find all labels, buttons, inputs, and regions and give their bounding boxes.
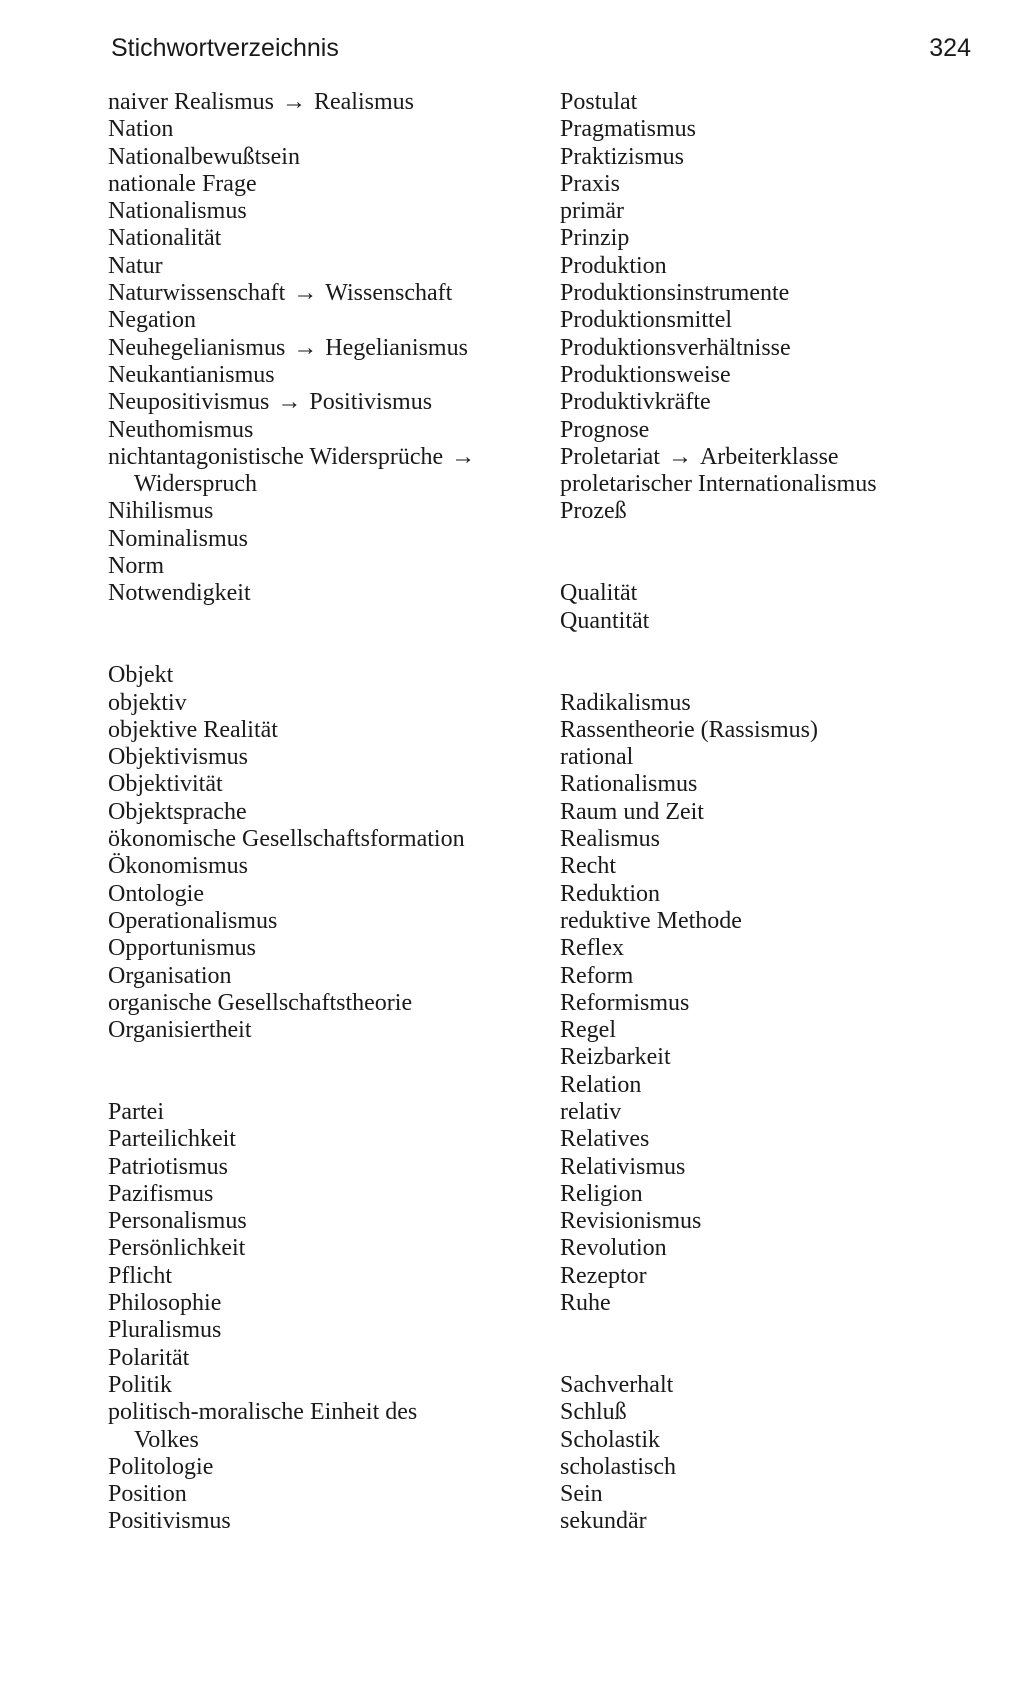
index-term: Organisation (108, 962, 232, 989)
index-term: sekundär (560, 1508, 647, 1535)
index-entry (560, 1072, 1000, 1099)
index-term: Persönlichkeit (108, 1235, 246, 1262)
index-entry (560, 608, 1000, 635)
index-term: Rezeptor (560, 1262, 647, 1289)
index-term: Organisiertheit (108, 1017, 252, 1044)
index-term: Widerspruch (134, 471, 257, 498)
index-entry (108, 853, 548, 880)
index-column-left (108, 89, 548, 1536)
index-term: Positivismus (108, 1508, 231, 1535)
letter-group-gap (560, 1345, 1000, 1372)
index-entry (560, 1481, 1000, 1508)
index-entry (108, 990, 548, 1017)
letter-group-gap (108, 635, 548, 662)
index-term: rational (560, 744, 634, 771)
index-entry (560, 744, 1000, 771)
index-term: Schluß (560, 1399, 627, 1426)
index-term: Parteilichkeit (108, 1126, 236, 1153)
cross-reference: Arbeiterklasse (699, 443, 839, 470)
section-title: Stichwortverzeichnis (111, 33, 339, 62)
index-term: naiver Realismus (108, 89, 274, 115)
index-entry (108, 963, 548, 990)
index-term: Regel (560, 1017, 616, 1044)
index-entry (108, 1508, 548, 1535)
index-term: Reform (560, 962, 634, 989)
index-entry (560, 417, 1000, 444)
index-entry (560, 1208, 1000, 1235)
index-entry (108, 335, 548, 362)
index-entry (560, 335, 1000, 362)
index-term: Qualität (560, 580, 638, 607)
index-entry (108, 307, 548, 334)
index-entry (560, 89, 1000, 116)
index-term: Relatives (560, 1126, 650, 1153)
index-entry (108, 799, 548, 826)
index-term: Position (108, 1481, 187, 1508)
index-entry (108, 225, 548, 252)
index-term: Relation (560, 1071, 642, 1098)
index-term: Objektsprache (108, 798, 247, 825)
index-column-right (560, 89, 1000, 1536)
index-term: Pragmatismus (560, 116, 696, 143)
index-entry (560, 1099, 1000, 1126)
index-entry (560, 362, 1000, 389)
index-term: Pluralismus (108, 1317, 222, 1344)
index-entry (560, 1290, 1000, 1317)
index-entry (560, 881, 1000, 908)
index-entry (108, 1290, 548, 1317)
index-entry (108, 935, 548, 962)
index-term: Nationalismus (108, 198, 247, 225)
index-term: Radikalismus (560, 689, 691, 716)
index-term: Objekt (108, 662, 174, 689)
index-term: Neupositivismus (108, 389, 270, 416)
index-term: Scholastik (560, 1426, 660, 1453)
index-term: Notwendigkeit (108, 580, 251, 607)
arrow-right-icon: → (281, 89, 306, 115)
index-term: Religion (560, 1180, 643, 1207)
index-term: Raum und Zeit (560, 798, 704, 825)
index-entry (108, 744, 548, 771)
index-term: Produktionsmittel (560, 307, 733, 334)
index-entry (108, 1481, 548, 1508)
index-term: Praxis (560, 170, 620, 197)
index-entry (560, 826, 1000, 853)
index-term: Postulat (560, 89, 638, 115)
cross-reference: Wissenschaft (325, 280, 453, 307)
index-term: primär (560, 198, 624, 225)
letter-group-gap (108, 1072, 548, 1099)
cross-reference: Realismus (313, 89, 414, 115)
index-entry (560, 1427, 1000, 1454)
arrow-right-icon: → (451, 443, 476, 470)
index-term: Quantität (560, 607, 650, 634)
index-entry (560, 771, 1000, 798)
index-term: Partei (108, 1098, 164, 1125)
index-entry (560, 253, 1000, 280)
index-entry (108, 771, 548, 798)
index-entry (560, 963, 1000, 990)
index-entry (108, 498, 548, 525)
index-term: Nation (108, 116, 174, 143)
index-term: reduktive Methode (560, 907, 742, 934)
index-entry (560, 690, 1000, 717)
index-term: Reflex (560, 935, 624, 962)
index-entry (560, 198, 1000, 225)
page-header (111, 28, 971, 68)
index-term: Prozeß (560, 498, 627, 525)
index-term: Natur (108, 252, 163, 279)
index-entry (108, 908, 548, 935)
index-term: Proletariat (560, 443, 660, 470)
index-entry (560, 1372, 1000, 1399)
index-entry-continuation (108, 471, 548, 498)
index-entry (108, 1372, 548, 1399)
index-entry (108, 417, 548, 444)
index-entry (108, 1181, 548, 1208)
index-entry (560, 1454, 1000, 1481)
index-entry (108, 116, 548, 143)
arrow-right-icon: → (667, 443, 692, 470)
letter-group-gap (108, 1044, 548, 1071)
index-entry (560, 1126, 1000, 1153)
index-term: Neukantianismus (108, 361, 275, 388)
index-term: objektive Realität (108, 716, 278, 743)
letter-group-gap (560, 553, 1000, 580)
index-term: Recht (560, 853, 616, 880)
index-term: Reduktion (560, 880, 660, 907)
index-entry (108, 144, 548, 171)
index-entry (560, 498, 1000, 525)
index-entry (560, 225, 1000, 252)
index-entry (108, 1317, 548, 1344)
index-term: Produktivkräfte (560, 389, 711, 416)
index-entry (108, 881, 548, 908)
index-term: Nihilismus (108, 498, 214, 525)
index-term: Relativismus (560, 1153, 686, 1180)
index-entry (108, 1154, 548, 1181)
index-term: politisch-moralische Einheit des (108, 1399, 418, 1426)
index-term: Reizbarkeit (560, 1044, 671, 1071)
index-term: Politologie (108, 1453, 214, 1480)
index-entry (560, 471, 1000, 498)
index-entry (108, 1399, 548, 1426)
index-entry (108, 1099, 548, 1126)
index-entry (108, 389, 548, 416)
index-entry (108, 690, 548, 717)
index-term: Ruhe (560, 1290, 611, 1317)
index-entry (560, 171, 1000, 198)
index-entry (108, 553, 548, 580)
index-entry (108, 580, 548, 607)
index-entry (108, 526, 548, 553)
index-entry (560, 717, 1000, 744)
index-term: Objektivismus (108, 744, 249, 771)
index-entry (560, 389, 1000, 416)
index-entry (108, 362, 548, 389)
index-term: Revolution (560, 1235, 667, 1262)
index-entry (108, 1235, 548, 1262)
index-term: Produktionsweise (560, 361, 731, 388)
index-term: Neuhegelianismus (108, 334, 286, 361)
index-entry (108, 89, 548, 116)
index-entry (108, 717, 548, 744)
index-term: Sachverhalt (560, 1371, 674, 1398)
index-entry (108, 198, 548, 225)
index-term: nationale Frage (108, 170, 257, 197)
index-entry (108, 1263, 548, 1290)
index-term: Ontologie (108, 880, 204, 907)
index-entry (560, 1235, 1000, 1262)
index-entry-continuation (108, 1427, 548, 1454)
index-term: nichtantagonistische Widersprüche (108, 443, 444, 470)
index-entry (560, 580, 1000, 607)
index-term: Prinzip (560, 225, 630, 252)
index-term: Realismus (560, 826, 660, 853)
index-term: objektiv (108, 689, 187, 716)
index-entry (108, 280, 548, 307)
cross-reference: Hegelianismus (325, 334, 468, 361)
letter-group-gap (560, 662, 1000, 689)
index-entry (560, 935, 1000, 962)
index-entry (108, 444, 548, 471)
index-term: relativ (560, 1098, 622, 1125)
letter-group-gap (560, 1317, 1000, 1344)
arrow-right-icon: → (277, 389, 302, 416)
index-term: Volkes (134, 1426, 199, 1453)
index-term: Reformismus (560, 989, 690, 1016)
index-term: Nationalität (108, 225, 222, 252)
letter-group-gap (108, 608, 548, 635)
index-entry (560, 853, 1000, 880)
index-term: Norm (108, 553, 164, 580)
letter-group-gap (560, 526, 1000, 553)
index-term: Produktionsinstrumente (560, 280, 790, 307)
index-entry (108, 1017, 548, 1044)
index-term: Philosophie (108, 1290, 222, 1317)
index-entry (560, 1044, 1000, 1071)
arrow-right-icon: → (293, 280, 318, 307)
index-entry (108, 1345, 548, 1372)
index-term: Sein (560, 1481, 603, 1508)
index-term: Negation (108, 307, 196, 334)
index-entry (560, 799, 1000, 826)
index-term: Ökonomismus (108, 853, 249, 880)
cross-reference: Positivismus (309, 389, 433, 416)
index-term: Opportunismus (108, 935, 257, 962)
index-entry (560, 116, 1000, 143)
index-entry (108, 826, 548, 853)
index-entry (108, 662, 548, 689)
index-entry (560, 444, 1000, 471)
index-term: Operationalismus (108, 907, 278, 934)
index-term: Nominalismus (108, 525, 249, 552)
index-entry (560, 1508, 1000, 1535)
index-term: organische Gesellschaftstheorie (108, 989, 413, 1016)
index-entry (560, 144, 1000, 171)
index-entry (560, 990, 1000, 1017)
index-term: Pflicht (108, 1262, 172, 1289)
index-term: ökonomische Gesellschaftsformation (108, 826, 465, 853)
index-entry (560, 1017, 1000, 1044)
index-entry (560, 1181, 1000, 1208)
index-entry (108, 253, 548, 280)
index-term: Nationalbewußtsein (108, 143, 300, 170)
index-term: Rationalismus (560, 771, 698, 798)
index-entry (108, 1126, 548, 1153)
index-term: Pazifismus (108, 1180, 214, 1207)
index-entry (560, 908, 1000, 935)
page-number: 324 (929, 33, 971, 62)
letter-group-gap (560, 635, 1000, 662)
index-term: Produktionsverhältnisse (560, 334, 791, 361)
index-term: Rassentheorie (Rassismus) (560, 716, 818, 743)
index-term: Personalismus (108, 1208, 247, 1235)
index-term: Praktizismus (560, 143, 684, 170)
index-entry (108, 1208, 548, 1235)
index-term: proletarischer Internationalismus (560, 471, 877, 498)
index-term: Revisionismus (560, 1208, 702, 1235)
index-term: scholastisch (560, 1453, 676, 1480)
index-entry (560, 307, 1000, 334)
index-entry (108, 171, 548, 198)
index-entry (560, 1399, 1000, 1426)
index-term: Produktion (560, 252, 667, 279)
index-term: Politik (108, 1371, 173, 1398)
index-entry (560, 280, 1000, 307)
index-term: Naturwissenschaft (108, 280, 286, 307)
index-entry (560, 1154, 1000, 1181)
index-term: Neuthomismus (108, 416, 254, 443)
index-term: Patriotismus (108, 1153, 229, 1180)
index-term: Objektivität (108, 771, 223, 798)
index-entry (560, 1263, 1000, 1290)
index-entry (108, 1454, 548, 1481)
index-term: Polarität (108, 1344, 190, 1371)
index-term: Prognose (560, 416, 650, 443)
arrow-right-icon: → (293, 334, 318, 361)
